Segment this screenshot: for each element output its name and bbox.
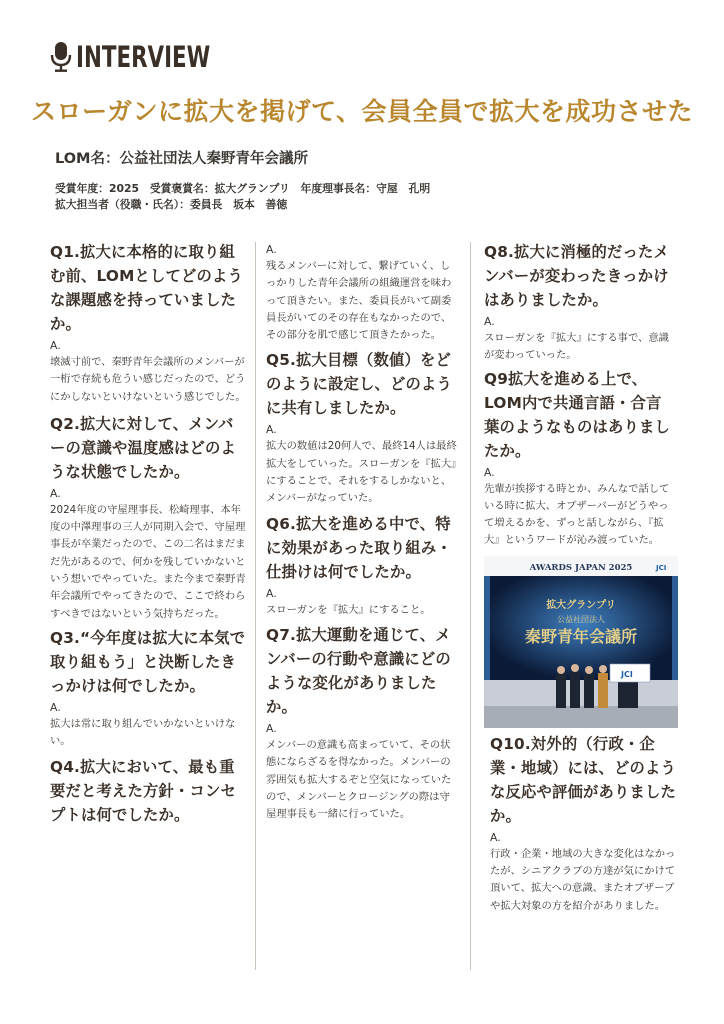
- question-2: Q2.拡大に対して、メンバーの意識や温度感はどのような状態でしたか。: [50, 414, 236, 481]
- qa-item-8: [484, 240, 676, 365]
- org-small-text: 公益社団法人: [557, 614, 605, 624]
- answer-6: スローガンを『拡大』にすること。: [266, 603, 431, 616]
- answer-10: 行政・企業・地域の大きな変化はなかったが、シニアクラブの方達が気にかけて頂いて、拡大への意識、またオブザーブや拡大対象の方を紹介がありました。: [490, 847, 676, 912]
- qa-item-10: [484, 732, 676, 915]
- qa-item-3: [50, 626, 246, 751]
- question-6: Q6.拡大を進める中で、特に効果があった取り組み・仕掛けは何でしたか。: [266, 514, 452, 581]
- column-2: [266, 240, 460, 823]
- qa-item-6: [266, 512, 460, 619]
- jci-logo-text: JCI: [656, 563, 667, 572]
- column-1: [50, 240, 246, 827]
- meta-line-2: 拡大担当者（役職・氏名）：委員長 坂本 善徳: [55, 198, 288, 211]
- question-7: Q7.拡大運動を通じて、メンバーの行動や意識にどのような変化がありましたか。: [266, 625, 451, 716]
- answer-label: A.: [266, 721, 277, 735]
- answer-label: A.: [266, 423, 277, 437]
- award-stage-image: [484, 556, 678, 728]
- award-photo: [484, 556, 678, 728]
- award-meta: [55, 181, 430, 213]
- answer-label: A.: [266, 586, 277, 600]
- qa-item-5: [266, 348, 460, 507]
- award-name-text: 拡大グランプリ: [546, 599, 616, 611]
- answer-9: 先輩が挨拶する時とか、みんなで話している時に拡大、オブザーバーがどうやって増えるかを、ずっと話しながら、『拡大』というワードが沁み渡っていた。: [484, 482, 670, 547]
- answer-2: 2024年度の守屋理事長、松崎理事、本年度の中澤理事の三人が同期入会で、守屋理事長が卒業だったので、この二名はまだまだ先があるので、何かを残していかないという想いでやっていた。また今まで秦野青年会議所でやってきたので、ここで終わらすべきではないという気持ちだった。: [50, 503, 246, 620]
- question-5: Q5.拡大目標（数値）をどのように設定し、どのように共有しましたか。: [266, 351, 452, 418]
- column-divider: [255, 242, 256, 970]
- column-divider: [470, 242, 471, 970]
- microphone-icon: [50, 41, 72, 73]
- answer-label: A.: [266, 243, 277, 256]
- answer-label: A.: [484, 465, 495, 479]
- meta-line-1: 受賞年度：2025 受賞褒賞名：拡大グランプリ 年度理事長名：守屋 孔明: [55, 182, 431, 195]
- answer-7: メンバーの意識も高まっていて、その状態にならざるを得なかった。メンバーの雰囲気も拡大するぞと空気になっていたので、メンバーとクロージングの際は守屋理事長も一緒に行っていた。: [266, 738, 452, 821]
- column-3: [484, 240, 676, 915]
- question-4: Q4.拡大において、最も重要だと考えた方針・コンセプトは何でしたか。: [50, 757, 236, 824]
- question-10: Q10.対外的（行政・企業・地域）には、どのような反応や評価がありましたか。: [490, 734, 676, 825]
- interview-header: [50, 40, 240, 74]
- flag-text: JCI: [621, 669, 633, 679]
- org-large-text: 秦野青年会議所: [524, 626, 638, 646]
- banner-top-text: AWARDS JAPAN 2025: [529, 562, 633, 573]
- question-1: Q1.拡大に本格的に取り組む前、LOMとしてどのような課題感を持っていましたか。: [50, 243, 243, 333]
- answer-label: A.: [484, 315, 495, 328]
- answer-8: スローガンを『拡大』にする事で、意識が変わっていった。: [484, 332, 669, 362]
- question-3: Q3.“今年度は拡大に本気で取り組もう」と決断したきっかけは何でしたか。: [50, 628, 246, 695]
- qa-item-1: [50, 240, 246, 406]
- lom-name: LOM名：公益社団法人秦野青年会議所: [55, 151, 308, 167]
- section-label: INTERVIEW: [76, 40, 211, 74]
- answer-label: A.: [50, 700, 61, 714]
- answer-3: 拡大は常に取り組んでいかないといけない。: [50, 717, 236, 748]
- answer-label: A.: [50, 486, 61, 500]
- qa-item-4: [50, 755, 246, 827]
- answer-label: A.: [50, 339, 61, 352]
- qa-item-4-answer: [266, 242, 460, 344]
- answer-1: 壊滅寸前で、秦野青年会議所のメンバーが一桁で存続も危うい感じだったので、どうにかしないといけないという感じでした。: [50, 356, 246, 403]
- question-8: Q8.拡大に消極的だったメンバーが変わったきっかけはありましたか。: [484, 243, 670, 309]
- qa-item-7: [266, 623, 460, 823]
- qa-item-2: [50, 412, 246, 623]
- qa-item-9: [484, 367, 676, 550]
- answer-4: 残るメンバーに対して、繋げていく、しっかりした青年会議所の組織運営を味わって頂きたい。また、委員長がいて副委員長がいてのその存在もなかったので、その部分を肌で感じて頂きたかった。: [266, 260, 452, 342]
- page-title: スローガンに拡大を掲げて、会員全員で拡大を成功させた: [30, 97, 693, 126]
- answer-label: A.: [490, 830, 501, 844]
- question-9: Q9拡大を進める上で、LOM内で共通言語・合言葉のようなものはありましたか。: [484, 369, 670, 460]
- answer-5: 拡大の数値は20何人で、最終14人は最終拡大をしていった。スローガンを『拡大』にすることで、それをするしかないと、メンバーがなっていた。: [266, 440, 457, 505]
